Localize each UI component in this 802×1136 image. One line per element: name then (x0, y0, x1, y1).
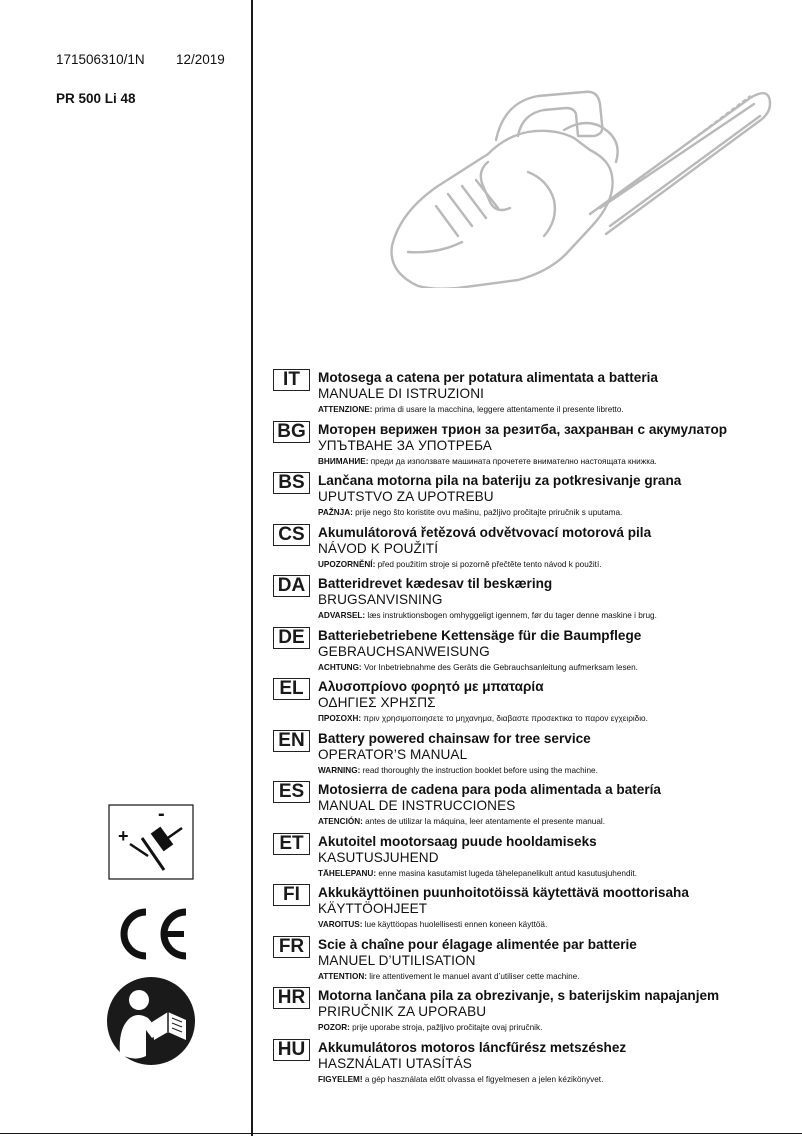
language-block-hr (273, 985, 793, 1037)
language-warning: ATTENTION: lire attentivement le manuel avant d’utiliser cette machine. (318, 971, 580, 981)
language-title: Batteriebetriebene Kettensäge für die Baumpflege (318, 627, 642, 643)
language-block-de (273, 625, 793, 677)
language-subtitle: OPERATOR’S MANUAL (318, 746, 468, 762)
language-code: ET (273, 833, 310, 855)
language-warning: WARNING: read thoroughly the instruction booklet before using the machine. (318, 765, 598, 775)
language-block-hu (273, 1037, 793, 1089)
language-code: BS (273, 472, 310, 494)
language-code: DE (273, 627, 310, 649)
language-subtitle: UPUTSTVO ZA UPOTREBU (318, 489, 494, 504)
bottom-divider (0, 1133, 802, 1134)
language-title: Akumulátorová řetězová odvětvovací motorová pila (318, 524, 652, 540)
language-warning: ACHTUNG: Vor Inbetriebnahme des Geräts die Gebrauchsanleitung aufmerksam lesen. (318, 662, 638, 672)
language-title: Akkumulátoros motoros láncfűrész metszéshez (318, 1039, 627, 1055)
language-block-el (273, 676, 793, 728)
language-warning: ВНИМАНИЕ: преди да използвате машината прочетете внимателно настоящата книжка. (318, 456, 657, 466)
language-title: Моторен верижен трион за резитба, захранван с акумулатор (318, 421, 728, 437)
vertical-divider (251, 0, 253, 1136)
language-warning: FIGYELEM! a gép használata előtt olvassa el figyelmesen a jelen kézikönyvet. (318, 1074, 604, 1084)
language-title: Motosega a catena per potatura alimentata a batteria (318, 370, 658, 385)
language-block-fi (273, 882, 793, 934)
language-block-fr (273, 934, 793, 986)
language-subtitle: NÁVOD K POUŽITÍ (318, 540, 439, 556)
language-title: Akutoitel mootorsaag puude hooldamiseks (318, 833, 597, 849)
language-block-da (273, 573, 793, 625)
language-code: EL (273, 678, 310, 700)
language-title: Akkukäyttöinen puunhoitotöissä käytettävä moottorisaha (318, 885, 689, 900)
language-warning: ATENCIÓN: antes de utilizar la máquina, leer atentamente el presente manual. (318, 817, 606, 826)
language-warning: UPOZORNĚNÍ: před použitím stroje si pozorně přečtěte tento návod k použití. (318, 559, 602, 569)
language-list (273, 367, 793, 1088)
language-subtitle: MANUEL D’UTILISATION (318, 952, 476, 968)
language-subtitle: BRUGSANVISNING (318, 592, 443, 607)
language-code: BG (273, 421, 310, 443)
ce-mark-icon (112, 902, 192, 962)
read-manual-icon (106, 976, 196, 1066)
svg-text:+: + (118, 826, 129, 846)
language-subtitle: GEBRAUCHSANWEISUNG (318, 643, 490, 659)
language-subtitle: KÄYTTÖOHJEET (318, 901, 428, 916)
language-subtitle: ΟΔΗΓΙΕΣ ΧΡΗΣΠΣ (318, 695, 436, 710)
language-warning: TÄHELEPANU: enne masina kasutamist lugeda tähelepanelikult antud kasutusjuhendit. (318, 868, 637, 878)
svg-text:CE: CE (112, 902, 114, 903)
language-subtitle: УПЪТВАНЕ ЗА УПОТРЕБА (318, 437, 492, 453)
language-block-cs (273, 522, 793, 574)
language-code: CS (273, 524, 310, 546)
language-code: IT (273, 369, 310, 391)
language-code: FI (273, 884, 310, 906)
document-code: 171506310/1N (56, 52, 145, 67)
language-title: Scie à chaîne pour élagage alimentée par batterie (318, 936, 637, 952)
language-code: DA (273, 575, 310, 597)
language-subtitle: MANUALE DI ISTRUZIONI (318, 386, 484, 401)
language-warning: ΠΡΟΣΟΧΗ: πριν χρησιμοποιησετε το μηχανημα, διαβαστε προσεκτικα το παρον εγχειριδιο. (318, 714, 648, 723)
model-name: PR 500 Li 48 (56, 91, 136, 106)
language-block-bg (273, 419, 793, 471)
language-warning: POZOR: prije uporabe stroja, pažljivo pročitajte ovaj priručnik. (318, 1023, 543, 1032)
language-block-et (273, 831, 793, 883)
language-code: ES (273, 781, 310, 803)
language-title: Αλυσοπρίονο φορητό με μπαταρία (318, 679, 544, 694)
language-block-it (273, 367, 793, 419)
svg-text:-: - (158, 804, 165, 825)
language-subtitle: HASZNÁLATI UTASÍTÁS (318, 1055, 472, 1071)
chainsaw-outline-icon (378, 76, 774, 288)
language-code: HU (273, 1039, 310, 1061)
language-block-en (273, 728, 793, 780)
language-subtitle: PRIRUČNIK ZA UPORABU (318, 1004, 487, 1019)
language-code: FR (273, 936, 310, 958)
language-block-es (273, 779, 793, 831)
language-subtitle: KASUTUSJUHEND (318, 849, 439, 865)
language-block-bs (273, 470, 793, 522)
language-title: Batteridrevet kædesav til beskæring (318, 576, 553, 591)
language-warning: ATTENZIONE: prima di usare la macchina, leggere attentamente il presente libretto. (318, 405, 624, 414)
language-warning: ADVARSEL: læs instruktionsbogen omhyggeligt igennem, før du tager denne maskine i brug. (318, 611, 657, 620)
language-subtitle: MANUAL DE INSTRUCCIONES (318, 798, 516, 813)
document-date: 12/2019 (176, 52, 225, 67)
battery-polarity-icon (108, 804, 194, 880)
language-code: EN (273, 730, 310, 752)
language-title: Battery powered chainsaw for tree service (318, 730, 591, 746)
language-title: Motorna lančana pila za obrezivanje, s baterijskim napajanjem (318, 988, 720, 1003)
language-warning: PAŽNJA: prije nego što koristite ovu mašinu, pažljivo pročitajte priručnik s uputama. (318, 508, 623, 517)
language-title: Motosierra de cadena para poda alimentada a batería (318, 782, 661, 797)
language-title: Lančana motorna pila na bateriju za potkresivanje grana (318, 473, 682, 488)
language-warning: VAROITUS: lue käyttöopas huolellisesti ennen koneen käyttöä. (318, 920, 548, 929)
language-code: HR (273, 987, 310, 1009)
